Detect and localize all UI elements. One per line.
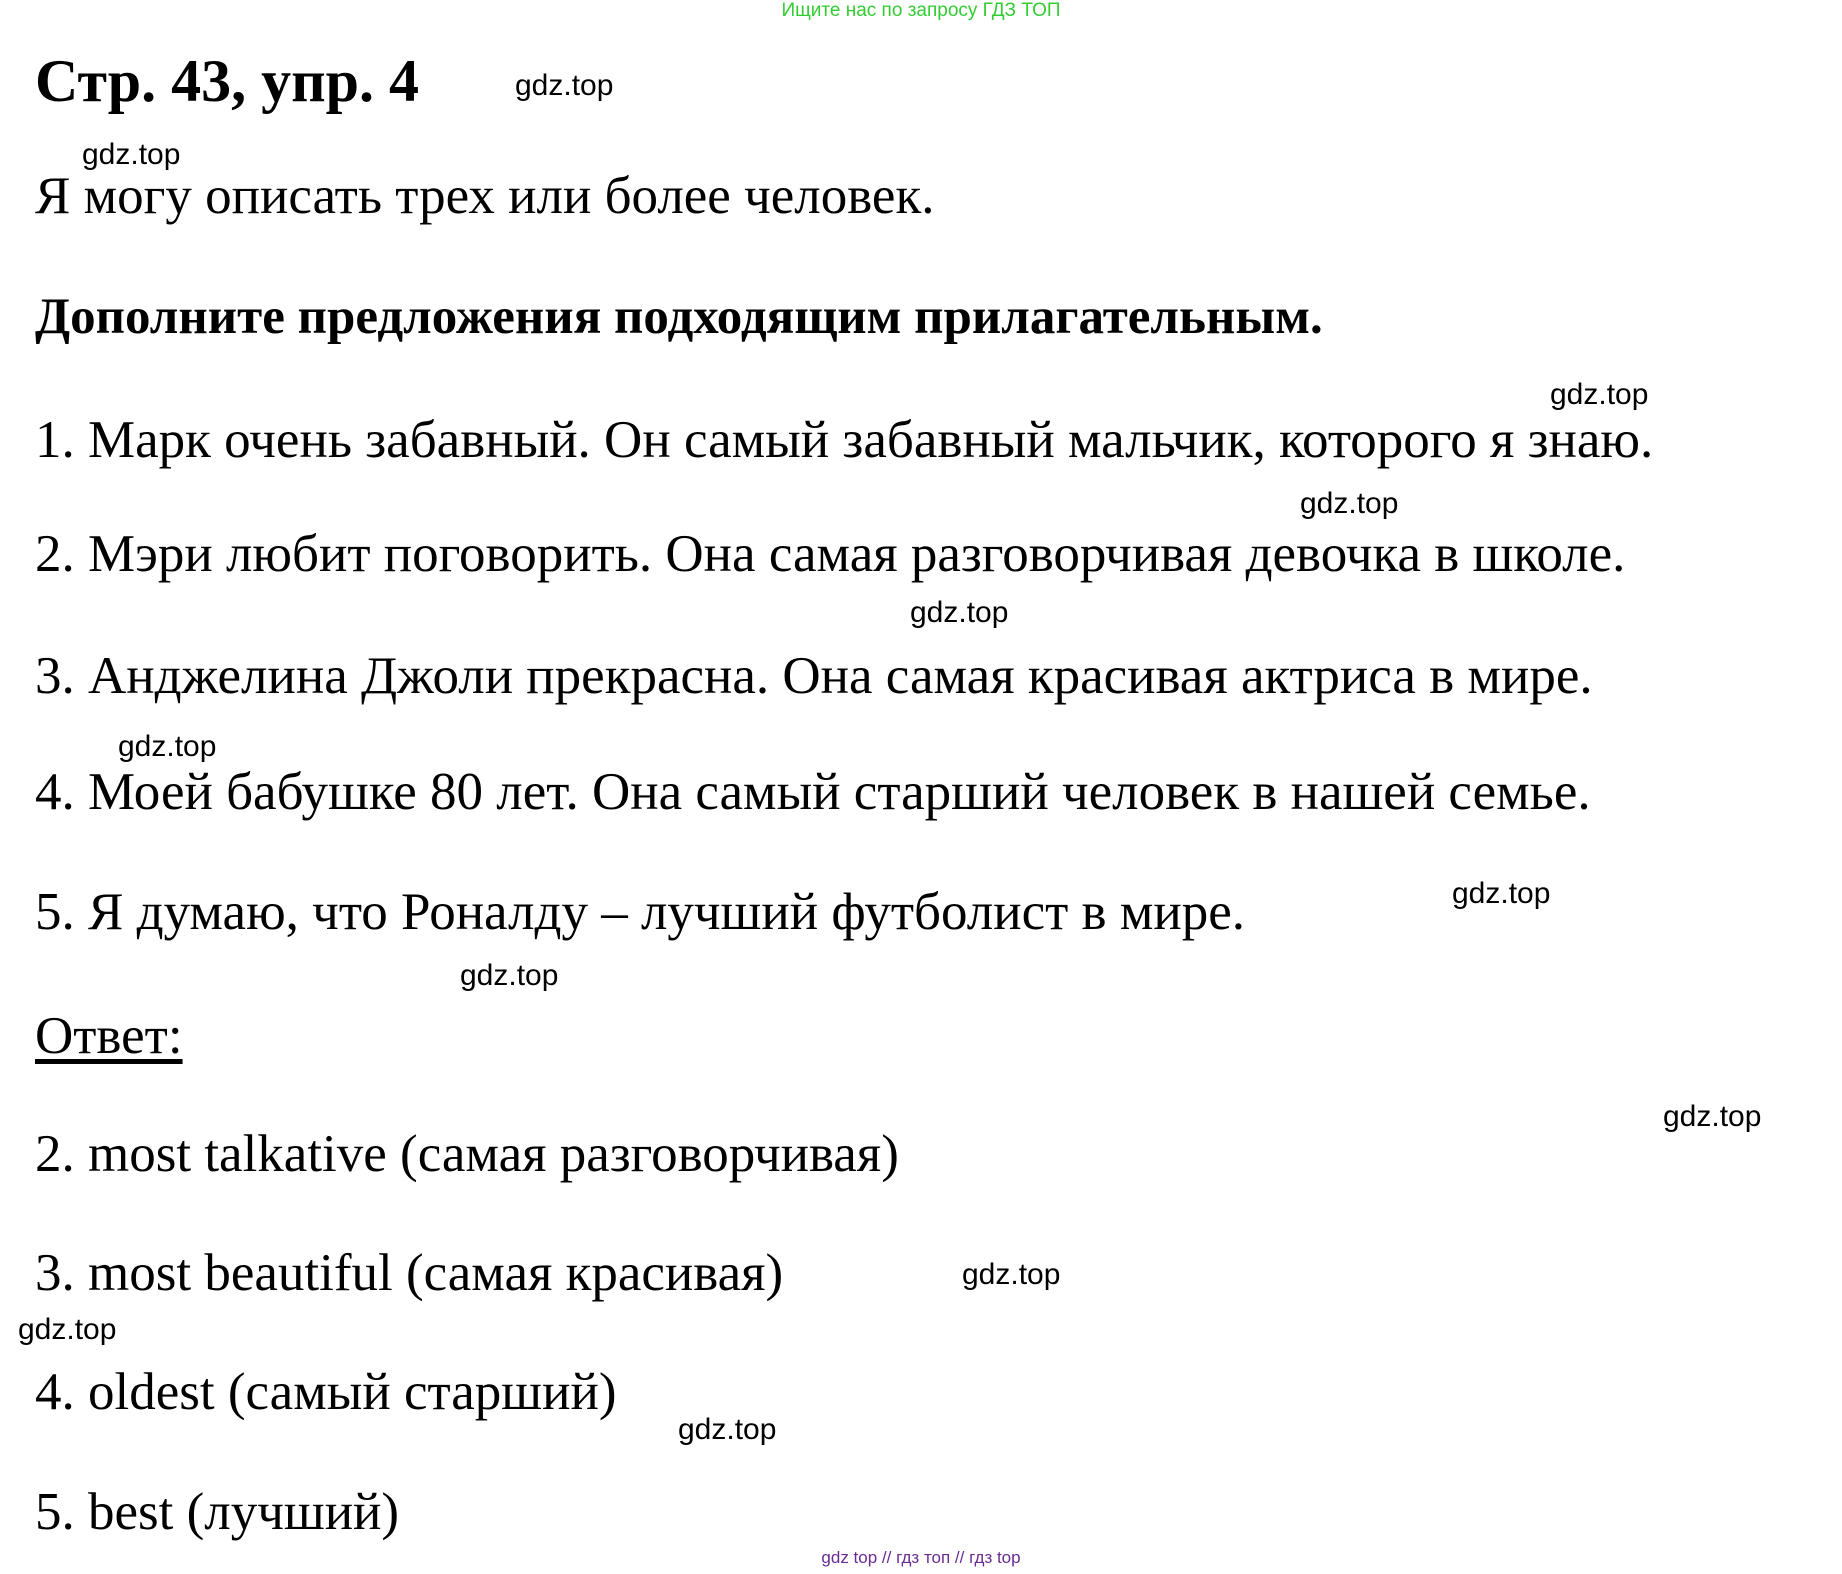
watermark: gdz.top [1452,877,1551,910]
answer-label: Ответ: [35,1007,183,1065]
watermark: gdz.top [118,730,217,763]
watermark: gdz.top [515,69,614,102]
watermark: gdz.top [962,1258,1061,1291]
answer-2: 2. most talkative (самая разговорчивая) [35,1125,899,1183]
sentence-5: 5. Я думаю, что Роналду – лучший футболист в мире. [35,883,1245,941]
watermark: gdz.top [82,138,181,171]
watermark: gdz.top [678,1413,777,1446]
intro-text: Я могу описать трех или более человек. [35,167,935,225]
watermark: gdz.top [1300,487,1399,520]
watermark: gdz.top [18,1313,117,1346]
sentence-3: 3. Анджелина Джоли прекрасна. Она самая красивая актриса в мире. [35,647,1593,705]
footer-watermark: gdz top // гдз топ // гдз top [821,1548,1021,1567]
answer-5: 5. best (лучший) [35,1483,400,1541]
answer-3: 3. most beautiful (самая красивая) [35,1244,784,1302]
search-banner: Ищите нас по запросу ГДЗ ТОП [781,0,1061,21]
sentence-4: 4. Моей бабушке 80 лет. Она самый старший человек в нашей семье. [35,763,1591,821]
task-instruction: Дополните предложения подходящим прилагательным. [35,289,1323,345]
sentence-1: 1. Марк очень забавный. Он самый забавный мальчик, которого я знаю. [35,411,1654,469]
watermark: gdz.top [1663,1100,1762,1133]
page-title: Стр. 43, упр. 4 [35,48,420,114]
watermark: gdz.top [1550,378,1649,411]
watermark: gdz.top [910,596,1009,629]
answer-4: 4. oldest (самый старший) [35,1363,617,1421]
sentence-2: 2. Мэри любит поговорить. Она самая разговорчивая девочка в школе. [35,525,1626,583]
watermark: gdz.top [460,959,559,992]
